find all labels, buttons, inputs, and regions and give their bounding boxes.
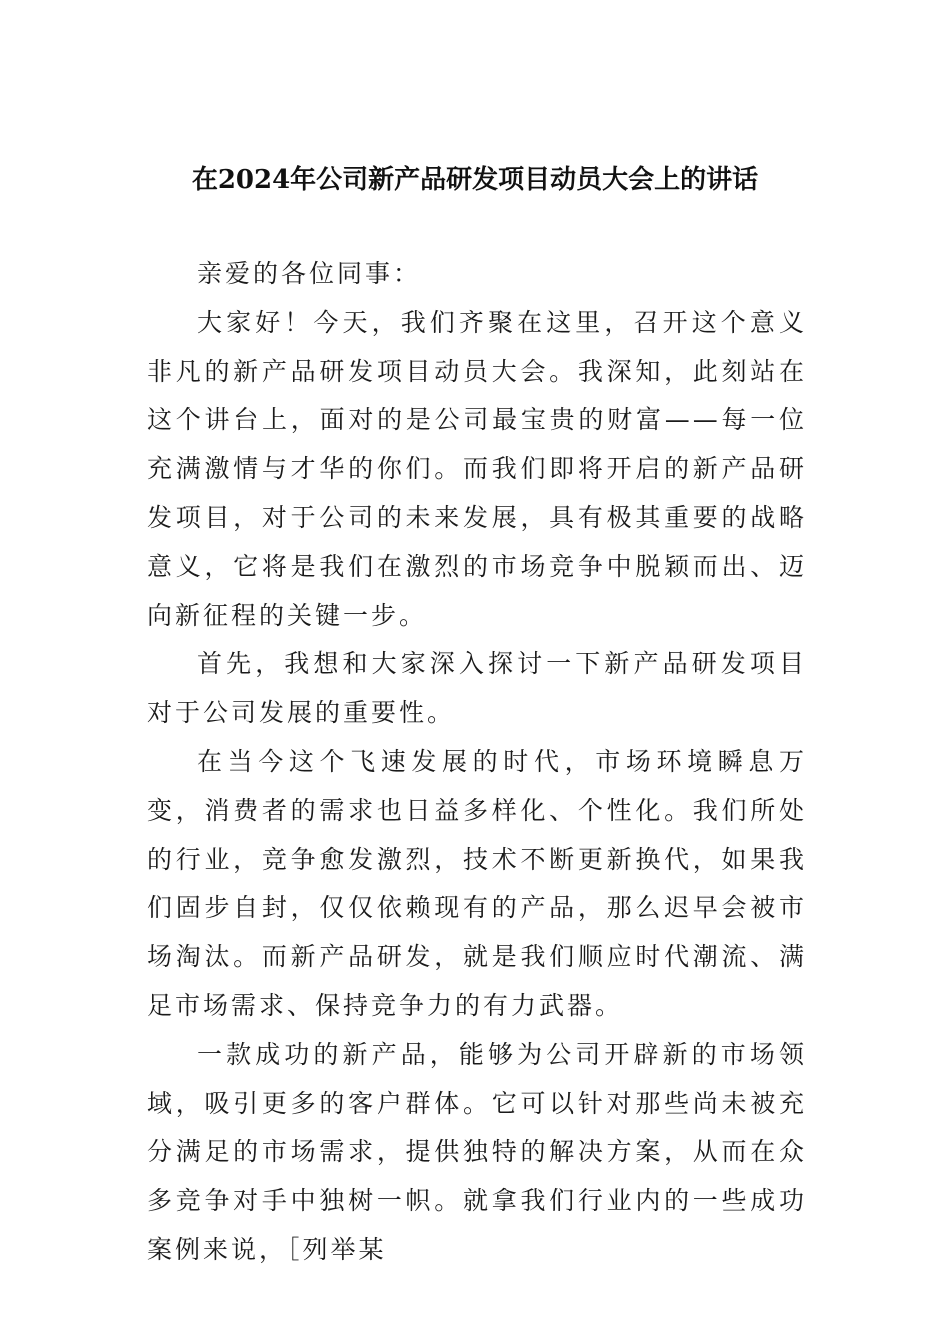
document-title: 在2024年公司新产品研发项目动员大会上的讲话: [191, 165, 759, 195]
paragraph: 在当今这个飞速发展的时代，市场环境瞬息万变，消费者的需求也日益多样化、个性化。我们所处的行业，竞争愈发激烈，技术不断更新换代，如果我们固步自封，仅仅依赖现有的产品，那么迟早会被市场淘汰。而新产品研发，就是我们顺应时代潮流、满足市场需求、保持竞争力的有力武器。: [147, 746, 807, 1020]
document-body: [147, 250, 807, 1275]
paragraph: 首先，我想和大家深入探讨一下新产品研发项目对于公司发展的重要性。: [147, 649, 807, 728]
salutation: 亲爱的各位同事：: [197, 259, 422, 288]
paragraph: 大家好！今天，我们齐聚在这里，召开这个意义非凡的新产品研发项目动员大会。我深知，此刻站在这个讲台上，面对的是公司最宝贵的财富——每一位充满激情与才华的你们。而我们即将开启的新产品研发项目，对于公司的未来发展，具有极其重要的战略意义，它将是我们在激烈的市场竞争中脱颖而出、迈向新征程的关键一步。: [147, 307, 807, 630]
paragraph: 一款成功的新产品，能够为公司开辟新的市场领域，吸引更多的客户群体。它可以针对那些尚未被充分满足的市场需求，提供独特的解决方案，从而在众多竞争对手中独树一帜。就拿我们行业内的一些成功案例来说，［列举某: [147, 1039, 807, 1264]
